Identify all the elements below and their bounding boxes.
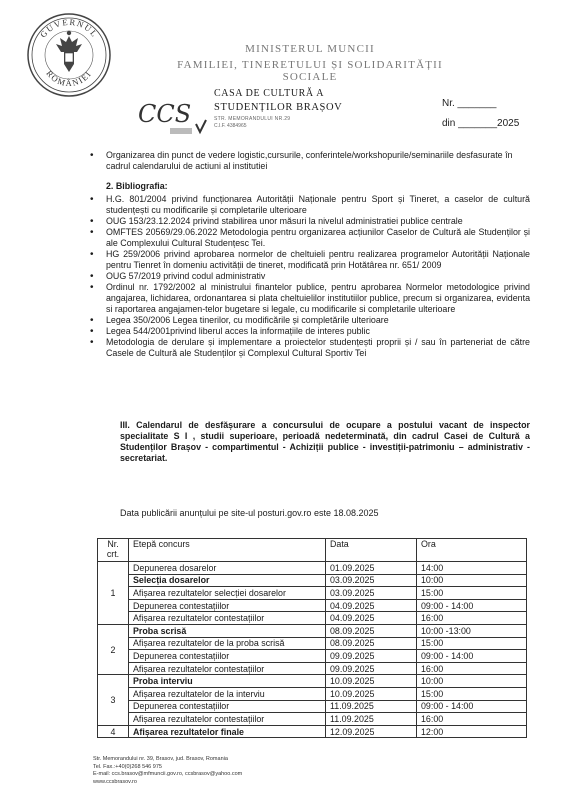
footer-contact <box>93 756 242 786</box>
bibliography-title: 2. Bibliografia: <box>106 181 168 191</box>
cell-time: 15:00 <box>417 637 527 650</box>
bibliography-item: • OUG 153/23.12.2024 privind stabilirea unor măsuri la nivelul administratiei publice centrale <box>92 216 530 227</box>
table-row <box>98 650 527 663</box>
cell-date: 04.09.2025 <box>326 612 417 625</box>
registration-date: din _______2025 <box>442 118 520 129</box>
cell-time: 09:00 - 14:00 <box>417 650 527 663</box>
cell-date: 12.09.2025 <box>326 725 417 738</box>
cell-date: 03.09.2025 <box>326 574 417 587</box>
table-row <box>98 587 527 600</box>
calendar-heading: III. Calendarul de desfășurare a concursului de ocupare a postului vacant de inspector specialitate S I , studii superioare, perioadă nedeterminată, din cadrul Casei de Cultură a Studenților Brașov - compartimentul - Achiziții publice - investiții-patrimoniu – administrativ -secretariat. <box>120 420 530 463</box>
table-row <box>98 687 527 700</box>
cell-stage: Depunerea dosarelor <box>129 562 326 575</box>
organization-name-line2: STUDENȚILOR BRAȘOV <box>214 102 343 113</box>
table-row <box>98 700 527 713</box>
bibliography-item: • Legea 350/2006 Legea tinerilor, cu modificările și completările ulterioare <box>92 315 530 326</box>
table-row <box>98 637 527 650</box>
document-body <box>92 150 530 359</box>
cell-stage: Afișarea rezultatelor contestațiilor <box>129 713 326 726</box>
bibliography-item: • OMFTES 20569/29.06.2022 Metodologia pentru organizarea acțiunilor Caselor de Cultură ale Studenților și ale Complexului Cultural Studențesc Tei. <box>92 227 530 249</box>
table-row <box>98 624 527 637</box>
cell-stage: Depunerea contestațiilor <box>129 599 326 612</box>
cell-time: 10:00 <box>417 574 527 587</box>
table-row <box>98 675 527 688</box>
svg-text:ROMÂNIEI: ROMÂNIEI <box>44 68 94 89</box>
bibliography-item: • HG 259/2006 privind aprobarea normelor de cheltuieli pentru realizarea programelor Autorității Naționale pentru Tienret în domeniu activității de tineret, modificată prin Hotătârea nr. 651/ 2009 <box>92 249 530 271</box>
header-time: Ora <box>417 539 527 562</box>
footer-website: www.ccsbrasov.ro <box>93 778 137 785</box>
cell-stage: Selecția dosarelor <box>129 574 326 587</box>
government-seal <box>26 12 112 98</box>
cell-nr: 3 <box>98 675 129 725</box>
table-row <box>98 574 527 587</box>
bibliography-item: • OUG 57/2019 privind codul administrativ <box>92 271 530 282</box>
cell-date: 04.09.2025 <box>326 599 417 612</box>
table-row <box>98 713 527 726</box>
table-row <box>98 725 527 738</box>
organization-address: STR. MEMORANDULUI NR.29 <box>214 116 291 122</box>
svg-text:CCS: CCS <box>138 100 192 128</box>
cell-date: 01.09.2025 <box>326 562 417 575</box>
cell-date: 10.09.2025 <box>326 687 417 700</box>
ministry-name-line2: FAMILIEI, TINERETULUI ȘI SOLIDARITĂȚII SOCIALE <box>177 59 443 83</box>
schedule-body <box>98 562 527 738</box>
intro-bullet: • Organizarea din punct de vedere logistic,cursurile, conferintele/workshopurile/seminariile desfasurate în cadrul calendarului de actiuni al institutiei <box>92 150 530 172</box>
cell-time: 09:00 - 14:00 <box>417 599 527 612</box>
cell-date: 10.09.2025 <box>326 675 417 688</box>
schedule-table <box>97 538 527 738</box>
table-row <box>98 662 527 675</box>
cell-time: 09:00 - 14:00 <box>417 700 527 713</box>
cell-stage: Depunerea contestațiilor <box>129 700 326 713</box>
cell-stage: Afișarea rezultatelor selecției dosarelor <box>129 587 326 600</box>
footer-phone: Tel. Fax.:+40(0)268 546 975 <box>93 763 162 770</box>
cell-nr: 1 <box>98 562 129 625</box>
cell-stage: Afișarea rezultatelor contestațiilor <box>129 612 326 625</box>
cell-date: 03.09.2025 <box>326 587 417 600</box>
cell-time: 16:00 <box>417 713 527 726</box>
table-row <box>98 562 527 575</box>
cell-date: 11.09.2025 <box>326 700 417 713</box>
organization-fiscal-code: C.I.F. 4384965 <box>214 123 247 129</box>
header-date: Data <box>326 539 417 562</box>
cell-stage: Afișarea rezultatelor finale <box>129 725 326 738</box>
cell-stage: Afișarea rezultatelor contestațiilor <box>129 662 326 675</box>
cell-date: 11.09.2025 <box>326 713 417 726</box>
cell-time: 12:00 <box>417 725 527 738</box>
cell-stage: Afișarea rezultatelor de la proba scrisă <box>129 637 326 650</box>
header-stage: Etepă concurs <box>129 539 326 562</box>
cell-stage: Depunerea contestațiilor <box>129 650 326 663</box>
cell-time: 10:00 <box>417 675 527 688</box>
cell-date: 08.09.2025 <box>326 637 417 650</box>
footer-address: Str. Memorandului nr. 39, Brasov, jud. Brasov, Romania <box>93 756 228 762</box>
institution-logo <box>136 94 216 140</box>
bibliography-list <box>92 194 530 359</box>
bibliography-item: • Ordinul nr. 1792/2002 al ministrului finantelor publice, pentru aprobarea Normelor metodologice privind angajarea, lichidarea, ordonantarea si plata cheltuielilor institutiilor publice, precum si organizarea, evidenta si raportarea angajamen-telor bugetare si legale, cu modificarile si completarile ulterioare <box>92 282 530 315</box>
bibliography-item: • H.G. 801/2004 privind funcționarea Autorității Naționale pentru Sport și Tineret, a caselor de cultură studențești cu modificarile și completarile ulterioare <box>92 194 530 216</box>
intro-list <box>92 150 530 172</box>
cell-time: 15:00 <box>417 587 527 600</box>
cell-time: 15:00 <box>417 687 527 700</box>
table-row <box>98 599 527 612</box>
ministry-name-line1: MINISTERUL MUNCII <box>245 43 375 55</box>
cell-date: 09.09.2025 <box>326 650 417 663</box>
organization-name-line1: CASA DE CULTURĂ A <box>214 88 325 99</box>
cell-stage: Afișarea rezultatelor de la interviu <box>129 687 326 700</box>
header-nr: Nr. crt. <box>98 539 129 562</box>
cell-time: 10:00 -13:00 <box>417 624 527 637</box>
svg-text:GUVERNUL: GUVERNUL <box>37 16 101 40</box>
cell-stage: Proba scrisă <box>129 624 326 637</box>
cell-time: 16:00 <box>417 612 527 625</box>
cell-date: 09.09.2025 <box>326 662 417 675</box>
table-header-row <box>98 539 527 562</box>
bibliography-item: • Metodologia de derulare și implementare a proiectelor studențești proprii și / sau în parteneriat de către Casele de Cultură ale Studenților și Complexul Cultural Sportiv Tei <box>92 337 530 359</box>
bibliography-item: • Legea 544/2001privind liberul acces la informațiile de interes public <box>92 326 530 337</box>
cell-nr: 2 <box>98 624 129 674</box>
cell-time: 14:00 <box>417 562 527 575</box>
publication-note: Data publicării anunțului pe site-ul posturi.gov.ro este 18.08.2025 <box>120 508 379 518</box>
cell-time: 16:00 <box>417 662 527 675</box>
table-row <box>98 612 527 625</box>
cell-date: 08.09.2025 <box>326 624 417 637</box>
cell-stage: Proba interviu <box>129 675 326 688</box>
cell-nr: 4 <box>98 725 129 738</box>
registration-number: Nr. _______ <box>442 98 497 109</box>
footer-email: E-mail: ccs.brasov@mfmuncii.gov.ro, ccsbrasov@yahoo.com <box>93 771 243 777</box>
